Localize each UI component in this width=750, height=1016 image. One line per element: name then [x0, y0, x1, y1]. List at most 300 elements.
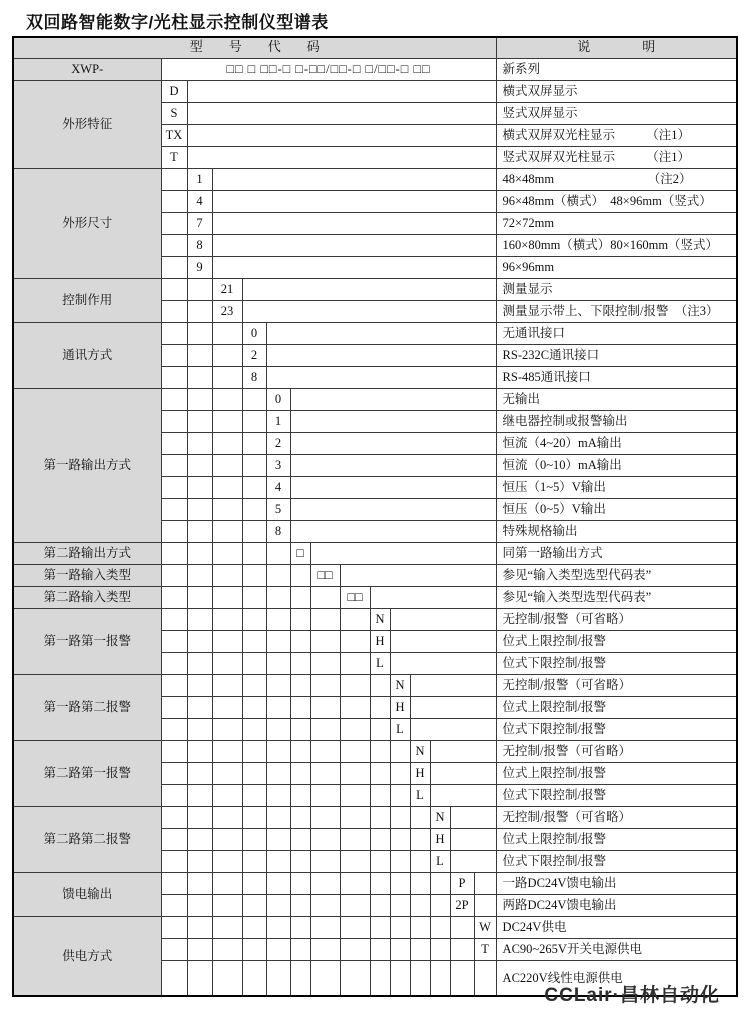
spacer-cell: [212, 630, 242, 652]
spacer-cell: [290, 652, 310, 674]
spacer-cell: [290, 674, 310, 696]
spacer-cell: [290, 498, 496, 520]
spacer-cell: [266, 652, 290, 674]
group-label-control: 控制作用: [13, 278, 161, 322]
spacer-cell: [266, 344, 496, 366]
spacer-cell: [390, 608, 496, 630]
spacer-cell: [266, 608, 290, 630]
spacer-cell: [290, 388, 496, 410]
desc-cell: DC24V供电: [496, 916, 737, 938]
code-cell: D: [161, 80, 187, 102]
spacer-cell: [340, 938, 370, 960]
spacer-cell: [340, 806, 370, 828]
spacer-cell: [161, 784, 187, 806]
spacer-cell: [266, 828, 290, 850]
spacer-cell: [266, 762, 290, 784]
spacer-cell: [310, 630, 340, 652]
spacer-cell: [161, 476, 187, 498]
spacer-cell: [161, 388, 187, 410]
desc-cell: 横式双屏双光柱显示 （注1）: [496, 124, 737, 146]
code-cell: 8: [266, 520, 290, 542]
desc-cell: RS-485通讯接口: [496, 366, 737, 388]
desc-cell: 无控制/报警（可省略）: [496, 806, 737, 828]
spacer-cell: [290, 630, 310, 652]
desc-cell: 参见“输入类型选型代码表”: [496, 586, 737, 608]
spacer-cell: [430, 916, 450, 938]
spacer-cell: [370, 894, 390, 916]
desc-cell: 位式上限控制/报警: [496, 630, 737, 652]
group-label-size: 外形尺寸: [13, 168, 161, 278]
spacer-cell: [266, 872, 290, 894]
code-cell: T: [161, 146, 187, 168]
spacer-cell: [310, 850, 340, 872]
spacer-cell: [266, 938, 290, 960]
spacer-cell: [242, 828, 266, 850]
spacer-cell: [266, 916, 290, 938]
code-cell: 2P: [450, 894, 474, 916]
spacer-cell: [187, 806, 212, 828]
spacer-cell: [161, 234, 187, 256]
code-cell: 3: [266, 454, 290, 476]
spacer-cell: [242, 388, 266, 410]
spacer-cell: [161, 454, 187, 476]
code-cell: □: [290, 542, 310, 564]
spacer-cell: [187, 388, 212, 410]
spacer-cell: [212, 344, 242, 366]
spacer-cell: [390, 872, 410, 894]
spacer-cell: [290, 762, 310, 784]
desc-cell: 无控制/报警（可省略）: [496, 674, 737, 696]
spacer-cell: [310, 718, 340, 740]
spacer-cell: [242, 630, 266, 652]
code-cell: 4: [266, 476, 290, 498]
spacer-cell: [242, 476, 266, 498]
spacer-cell: [290, 850, 310, 872]
spacer-cell: [187, 894, 212, 916]
spacer-cell: [212, 564, 242, 586]
spacer-cell: [370, 828, 390, 850]
desc-cell: AC90~265V开关电源供电: [496, 938, 737, 960]
spacer-cell: [161, 850, 187, 872]
spacer-cell: [310, 894, 340, 916]
spacer-cell: [212, 542, 242, 564]
spacer-cell: [340, 894, 370, 916]
spacer-cell: [390, 806, 410, 828]
spacer-cell: [340, 828, 370, 850]
desc-cell: 位式下限控制/报警: [496, 784, 737, 806]
spacer-cell: [242, 762, 266, 784]
spacer-cell: [187, 520, 212, 542]
spacer-cell: [340, 652, 370, 674]
spacer-cell: [340, 718, 370, 740]
spacer-cell: [290, 696, 310, 718]
code-cell: N: [430, 806, 450, 828]
desc-cell: 特殊规格输出: [496, 520, 737, 542]
spacer-cell: [410, 696, 496, 718]
spacer-cell: [242, 432, 266, 454]
spacer-cell: [340, 960, 370, 996]
spacer-cell: [242, 850, 266, 872]
code-cell: L: [410, 784, 430, 806]
spacer-cell: [212, 938, 242, 960]
spacer-cell: [390, 630, 496, 652]
spacer-cell: [340, 916, 370, 938]
spacer-cell: [290, 894, 310, 916]
group-label-alarm21: 第二路第一报警: [13, 740, 161, 806]
code-cell: 0: [242, 322, 266, 344]
spacer-cell: [242, 608, 266, 630]
spacer-cell: [212, 322, 242, 344]
desc-cell: 位式下限控制/报警: [496, 718, 737, 740]
spacer-cell: [310, 872, 340, 894]
spacer-cell: [212, 168, 496, 190]
spacer-cell: [187, 652, 212, 674]
spacer-cell: [290, 916, 310, 938]
spacer-cell: [310, 608, 340, 630]
spacer-cell: [187, 410, 212, 432]
spacer-cell: [187, 344, 212, 366]
spacer-cell: [410, 850, 430, 872]
spacer-cell: [290, 476, 496, 498]
spacer-cell: [370, 960, 390, 996]
spacer-cell: [266, 718, 290, 740]
spacer-cell: [187, 278, 212, 300]
spacer-cell: [212, 190, 496, 212]
desc-cell: 无通讯接口: [496, 322, 737, 344]
spacer-cell: [212, 498, 242, 520]
spacer-cell: [161, 762, 187, 784]
desc-cell: 新系列: [496, 58, 737, 80]
spacer-cell: [390, 850, 410, 872]
spacer-cell: [212, 806, 242, 828]
spacer-cell: [187, 476, 212, 498]
code-cell: 1: [266, 410, 290, 432]
spacer-cell: [161, 960, 187, 996]
spacer-cell: [187, 850, 212, 872]
desc-cell: 竖式双屏双光柱显示 （注1）: [496, 146, 737, 168]
spacer-cell: [161, 278, 187, 300]
code-cell: W: [474, 916, 496, 938]
code-cell: TX: [161, 124, 187, 146]
spacer-cell: [430, 784, 496, 806]
spacer-cell: [450, 828, 496, 850]
spacer-cell: [187, 146, 496, 168]
code-cell: 4: [187, 190, 212, 212]
spacer-cell: [266, 586, 290, 608]
spacer-cell: [390, 740, 410, 762]
spacer-cell: [161, 938, 187, 960]
spacer-cell: [161, 190, 187, 212]
spacer-cell: [187, 674, 212, 696]
spacer-cell: [450, 850, 496, 872]
desc-cell: 位式上限控制/报警: [496, 696, 737, 718]
desc-cell: 竖式双屏显示: [496, 102, 737, 124]
desc-cell: 无输出: [496, 388, 737, 410]
code-cell: N: [410, 740, 430, 762]
spacer-cell: [340, 696, 370, 718]
spacer-cell: [370, 718, 390, 740]
code-cell: □□: [340, 586, 370, 608]
spacer-cell: [290, 740, 310, 762]
code-header: 型 号 代 码: [13, 37, 496, 58]
spacer-cell: [310, 938, 340, 960]
spacer-cell: [290, 784, 310, 806]
spacer-cell: [187, 322, 212, 344]
group-label-output2: 第二路输出方式: [13, 542, 161, 564]
spacer-cell: [242, 542, 266, 564]
spacer-cell: [187, 938, 212, 960]
desc-cell: 96×96mm: [496, 256, 737, 278]
spacer-cell: [410, 938, 430, 960]
code-cell: 2: [242, 344, 266, 366]
spacer-cell: [212, 850, 242, 872]
spacer-cell: [410, 960, 430, 996]
spacer-cell: [187, 80, 496, 102]
spacer-cell: [266, 366, 496, 388]
spacer-cell: [266, 542, 290, 564]
spacer-cell: [161, 652, 187, 674]
code-cell: 5: [266, 498, 290, 520]
code-cell: 8: [242, 366, 266, 388]
spacer-cell: [390, 784, 410, 806]
desc-cell: 参见“输入类型选型代码表”: [496, 564, 737, 586]
spacer-cell: [161, 212, 187, 234]
spacer-cell: [290, 432, 496, 454]
desc-cell: RS-232C通讯接口: [496, 344, 737, 366]
spacer-cell: [266, 850, 290, 872]
desc-cell: 同第一路输出方式: [496, 542, 737, 564]
spacer-cell: [310, 784, 340, 806]
spacer-cell: [370, 938, 390, 960]
group-label-input2: 第二路输入类型: [13, 586, 161, 608]
spacer-cell: [212, 784, 242, 806]
spacer-cell: [187, 366, 212, 388]
spacer-cell: [370, 850, 390, 872]
spacer-cell: [187, 828, 212, 850]
spacer-cell: [187, 454, 212, 476]
spacer-cell: [310, 674, 340, 696]
spacer-cell: [161, 828, 187, 850]
desc-cell: 无控制/报警（可省略）: [496, 608, 737, 630]
code-cell: L: [390, 718, 410, 740]
spacer-cell: [430, 938, 450, 960]
spacer-cell: [340, 564, 496, 586]
spacer-cell: [410, 806, 430, 828]
spacer-cell: [290, 938, 310, 960]
desc-cell: 横式双屏显示: [496, 80, 737, 102]
spacer-cell: [212, 674, 242, 696]
desc-cell: AC220V线性电源供电: [496, 960, 737, 996]
spacer-cell: [474, 894, 496, 916]
spacer-cell: [266, 674, 290, 696]
spacer-cell: [242, 894, 266, 916]
desc-cell: 48×48mm （注2）: [496, 168, 737, 190]
desc-cell: 继电器控制或报警输出: [496, 410, 737, 432]
spacer-cell: [161, 718, 187, 740]
code-cell: H: [370, 630, 390, 652]
spacer-cell: [430, 960, 450, 996]
spacer-cell: [242, 410, 266, 432]
code-cell: P: [450, 872, 474, 894]
spacer-cell: [161, 520, 187, 542]
spacer-cell: [450, 916, 474, 938]
spacer-cell: [290, 872, 310, 894]
spacer-cell: [161, 300, 187, 322]
spacer-cell: [290, 410, 496, 432]
group-label-feed: 馈电输出: [13, 872, 161, 916]
spacer-cell: [266, 564, 290, 586]
spacer-cell: [450, 960, 474, 996]
group-label-power: 供电方式: [13, 916, 161, 996]
spacer-cell: [242, 674, 266, 696]
spacer-cell: [266, 322, 496, 344]
code-cell: S: [161, 102, 187, 124]
spacer-cell: [390, 960, 410, 996]
spacer-cell: [266, 740, 290, 762]
spacer-cell: [212, 608, 242, 630]
spacer-cell: [212, 476, 242, 498]
spacer-cell: [161, 674, 187, 696]
spacer-cell: [390, 762, 410, 784]
code-cell: T: [474, 938, 496, 960]
spacer-cell: [390, 916, 410, 938]
spacer-cell: [430, 872, 450, 894]
spacer-cell: [212, 916, 242, 938]
watermark: CCLair·昌林自动化: [544, 985, 720, 1006]
spacer-cell: [212, 960, 242, 996]
spacer-cell: [370, 806, 390, 828]
spacer-cell: [212, 894, 242, 916]
spacer-cell: [161, 168, 187, 190]
group-label-output1: 第一路输出方式: [13, 388, 161, 542]
spacer-cell: [212, 586, 242, 608]
spacer-cell: [310, 696, 340, 718]
spacer-cell: [242, 872, 266, 894]
spacer-cell: [161, 322, 187, 344]
spacer-cell: [161, 872, 187, 894]
spacer-cell: [187, 586, 212, 608]
spacer-cell: [266, 806, 290, 828]
spacer-cell: [340, 608, 370, 630]
code-cell: N: [370, 608, 390, 630]
code-cell: □□: [310, 564, 340, 586]
spacer-cell: [187, 740, 212, 762]
desc-cell: 160×80mm（横式）80×160mm（竖式）: [496, 234, 737, 256]
spacer-cell: [242, 784, 266, 806]
code-cell: H: [390, 696, 410, 718]
spacer-cell: [212, 740, 242, 762]
spacer-cell: [242, 652, 266, 674]
spacer-cell: [410, 872, 430, 894]
spacer-cell: [212, 652, 242, 674]
spacer-cell: [340, 674, 370, 696]
code-cell: 9: [187, 256, 212, 278]
code-cell: H: [410, 762, 430, 784]
code-cell: 1: [187, 168, 212, 190]
spacer-cell: [266, 630, 290, 652]
spacer-cell: [161, 806, 187, 828]
spacer-cell: [310, 806, 340, 828]
spacer-cell: [161, 916, 187, 938]
code-cell: H: [430, 828, 450, 850]
spacer-cell: [161, 894, 187, 916]
spacer-cell: [212, 388, 242, 410]
desc-cell: 测量显示: [496, 278, 737, 300]
spacer-cell: [187, 696, 212, 718]
group-label-alarm22: 第二路第二报警: [13, 806, 161, 872]
spacer-cell: [390, 828, 410, 850]
spacer-cell: [340, 850, 370, 872]
spacer-cell: [474, 872, 496, 894]
spacer-cell: [212, 234, 496, 256]
spacer-cell: [242, 938, 266, 960]
page-title: 双回路智能数字/光柱显示控制仪型谱表: [26, 13, 329, 32]
desc-cell: 位式上限控制/报警: [496, 762, 737, 784]
desc-cell: 位式下限控制/报警: [496, 850, 737, 872]
spacer-cell: [212, 828, 242, 850]
spacer-cell: [212, 454, 242, 476]
code-cell: 8: [187, 234, 212, 256]
spacer-cell: [161, 344, 187, 366]
group-label-alarm12: 第一路第二报警: [13, 674, 161, 740]
spacer-cell: [212, 872, 242, 894]
spacer-cell: [310, 740, 340, 762]
spacer-cell: [161, 498, 187, 520]
code-cell: 0: [266, 388, 290, 410]
spacer-cell: [212, 520, 242, 542]
spacer-cell: [212, 762, 242, 784]
spacer-cell: [340, 630, 370, 652]
spacer-cell: [187, 630, 212, 652]
spacer-cell: [242, 454, 266, 476]
desc-cell: 一路DC24V馈电输出: [496, 872, 737, 894]
spacer-cell: [161, 740, 187, 762]
spacer-cell: [290, 960, 310, 996]
desc-cell: 无控制/报警（可省略）: [496, 740, 737, 762]
spacer-cell: [161, 586, 187, 608]
spacer-cell: [266, 894, 290, 916]
spacer-cell: [390, 938, 410, 960]
spacer-cell: [290, 454, 496, 476]
spacer-cell: [450, 806, 496, 828]
spacer-cell: [212, 696, 242, 718]
spacer-cell: [290, 806, 310, 828]
spacer-cell: [450, 938, 474, 960]
code-cell: 23: [212, 300, 242, 322]
group-label-shape: 外形特征: [13, 80, 161, 168]
spacer-cell: [161, 366, 187, 388]
desc-cell: 测量显示带上、下限控制/报警 （注3）: [496, 300, 737, 322]
spacer-cell: [430, 740, 496, 762]
spacer-cell: [310, 542, 496, 564]
spacer-cell: [290, 520, 496, 542]
code-cell: N: [390, 674, 410, 696]
spacer-cell: [242, 718, 266, 740]
spacer-cell: [410, 916, 430, 938]
spacer-cell: [161, 696, 187, 718]
spacer-cell: [212, 432, 242, 454]
spacer-cell: [370, 674, 390, 696]
spacer-cell: [187, 718, 212, 740]
spacer-cell: [212, 212, 496, 234]
spacer-cell: [340, 762, 370, 784]
spacer-cell: [340, 784, 370, 806]
spacer-cell: [242, 498, 266, 520]
spacer-cell: [187, 872, 212, 894]
spacer-cell: [187, 498, 212, 520]
spacer-cell: [187, 960, 212, 996]
desc-cell: 恒压（1~5）V输出: [496, 476, 737, 498]
